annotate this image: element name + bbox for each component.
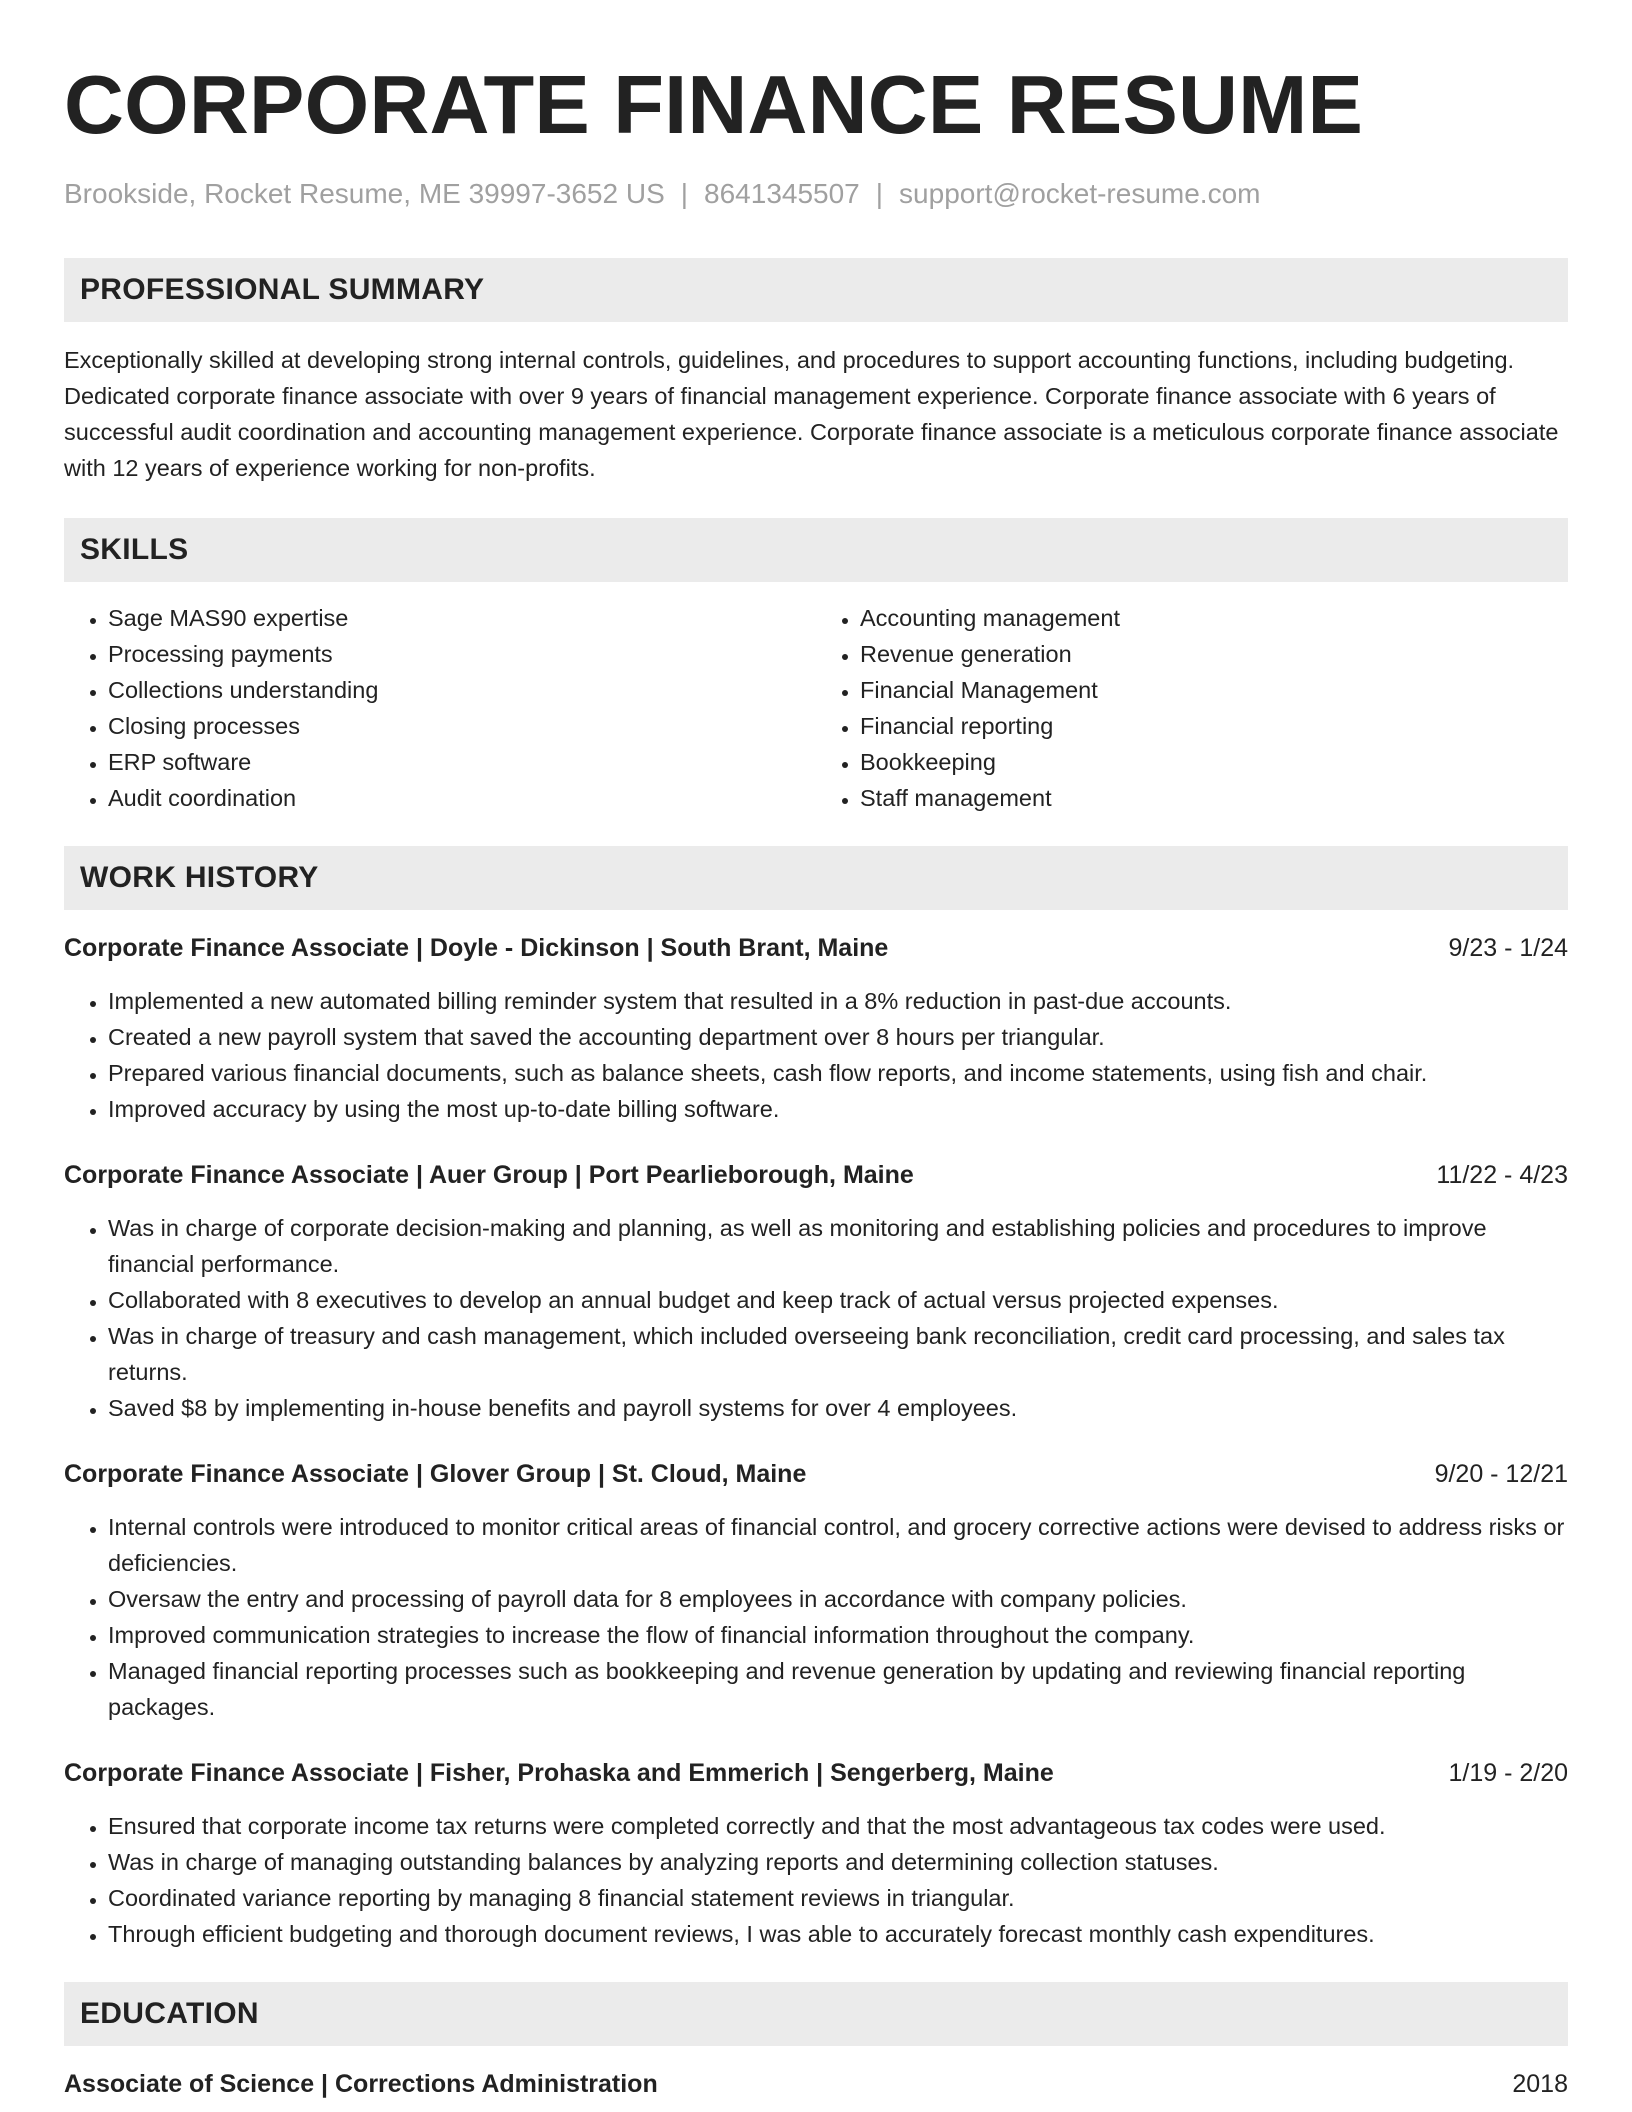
job-dates: 9/20 - 12/21 — [1434, 1460, 1568, 1488]
job-title: Corporate Finance Associate | Auer Group | Port Pearlieborough, Maine — [64, 1161, 914, 1189]
skills-column-left — [64, 600, 816, 816]
job-bullets — [64, 1210, 1568, 1426]
skill-item: • Processing payments — [108, 636, 816, 672]
education-list — [64, 2066, 1568, 2102]
skill-item: • Collections understanding — [108, 672, 816, 708]
job-bullets — [64, 1509, 1568, 1725]
job-entry — [64, 1755, 1568, 1952]
job-title: Corporate Finance Associate | Doyle - Dickinson | South Brant, Maine — [64, 934, 889, 962]
job-header — [64, 1755, 1568, 1791]
job-dates: 9/23 - 1/24 — [1448, 934, 1568, 962]
education-entry — [64, 2066, 1568, 2102]
job-entry — [64, 1157, 1568, 1426]
skill-item: • Staff management — [860, 780, 1568, 816]
contact-line — [64, 178, 1568, 210]
job-bullet: • Implemented a new automated billing reminder system that resulted in a 8% reduction in past-due accounts. — [108, 983, 1568, 1019]
resume-title: CORPORATE FINANCE RESUME — [64, 58, 1364, 151]
education-heading: EDUCATION — [64, 1982, 1568, 2046]
contact-separator: | — [680, 178, 689, 209]
skills-column-right — [816, 600, 1568, 816]
skill-item: • Closing processes — [108, 708, 816, 744]
degree-year: 2018 — [1512, 2070, 1568, 2098]
job-dates: 1/19 - 2/20 — [1448, 1759, 1568, 1787]
job-header — [64, 1456, 1568, 1492]
job-bullet: • Collaborated with 8 executives to develop an annual budget and keep track of actual versus projected expenses. — [108, 1282, 1568, 1318]
skill-item: • Bookkeeping — [860, 744, 1568, 780]
skill-item: • ERP software — [108, 744, 816, 780]
skill-item: • Sage MAS90 expertise — [108, 600, 816, 636]
contact-email: support@rocket-resume.com — [899, 178, 1261, 209]
job-bullet: • Oversaw the entry and processing of payroll data for 8 employees in accordance with company policies. — [108, 1581, 1568, 1617]
job-bullet: • Was in charge of treasury and cash management, which included overseeing bank reconciliation, credit card processing, and sales tax returns. — [108, 1318, 1568, 1390]
job-bullet: • Improved accuracy by using the most up-to-date billing software. — [108, 1091, 1568, 1127]
job-bullet: • Coordinated variance reporting by managing 8 financial statement reviews in triangular. — [108, 1880, 1568, 1916]
job-title: Corporate Finance Associate | Fisher, Prohaska and Emmerich | Sengerberg, Maine — [64, 1759, 1054, 1787]
skill-item: • Accounting management — [860, 600, 1568, 636]
job-bullet: • Was in charge of managing outstanding balances by analyzing reports and determining collection statuses. — [108, 1844, 1568, 1880]
skills-heading: SKILLS — [64, 518, 1568, 582]
job-bullets — [64, 1808, 1568, 1952]
job-bullet: • Ensured that corporate income tax returns were completed correctly and that the most advantageous tax codes were used. — [108, 1808, 1568, 1844]
contact-separator: | — [875, 178, 884, 209]
skill-item: • Financial reporting — [860, 708, 1568, 744]
job-bullet: • Managed financial reporting processes such as bookkeeping and revenue generation by updating and reviewing financial reporting packages. — [108, 1653, 1568, 1725]
job-bullet: • Saved $8 by implementing in-house benefits and payroll systems for over 4 employees. — [108, 1390, 1568, 1426]
job-entry — [64, 1456, 1568, 1725]
skills-list — [64, 600, 1568, 816]
job-bullet: • Was in charge of corporate decision-making and planning, as well as monitoring and establishing policies and procedures to improve financial performance. — [108, 1210, 1568, 1282]
job-bullet: • Created a new payroll system that saved the accounting department over 8 hours per triangular. — [108, 1019, 1568, 1055]
job-bullet: • Through efficient budgeting and thorough document reviews, I was able to accurately forecast monthly cash expenditures. — [108, 1916, 1568, 1952]
work-history-list — [64, 930, 1568, 1952]
degree-title: Associate of Science | Corrections Administration — [64, 2070, 658, 2098]
contact-address: Brookside, Rocket Resume, ME 39997-3652 US — [64, 178, 665, 209]
job-header — [64, 930, 1568, 966]
job-bullet: • Improved communication strategies to increase the flow of financial information throughout the company. — [108, 1617, 1568, 1653]
summary-heading: PROFESSIONAL SUMMARY — [64, 258, 1568, 322]
job-header — [64, 1157, 1568, 1193]
contact-phone: 8641345507 — [704, 178, 860, 209]
skill-item: • Revenue generation — [860, 636, 1568, 672]
job-bullet: • Internal controls were introduced to monitor critical areas of financial control, and grocery corrective actions were devised to address risks or deficiencies. — [108, 1509, 1568, 1581]
summary-text: Exceptionally skilled at developing strong internal controls, guidelines, and procedures to support accounting functions, including budgeting. Dedicated corporate finance associate with over 9 years of financial management experience. Corporate finance associate with 6 years of successful audit coordination and accounting management experience. Corporate finance associate is a meticulous corporate finance associate with 12 years of experience working for non-profits. — [64, 347, 1559, 481]
job-bullets — [64, 983, 1568, 1127]
job-entry — [64, 930, 1568, 1127]
skill-item: • Audit coordination — [108, 780, 816, 816]
job-title: Corporate Finance Associate | Glover Group | St. Cloud, Maine — [64, 1460, 807, 1488]
work-history-heading: WORK HISTORY — [64, 846, 1568, 910]
job-dates: 11/22 - 4/23 — [1436, 1161, 1568, 1189]
job-bullet: • Prepared various financial documents, such as balance sheets, cash flow reports, and income statements, using fish and chair. — [108, 1055, 1568, 1091]
skill-item: • Financial Management — [860, 672, 1568, 708]
